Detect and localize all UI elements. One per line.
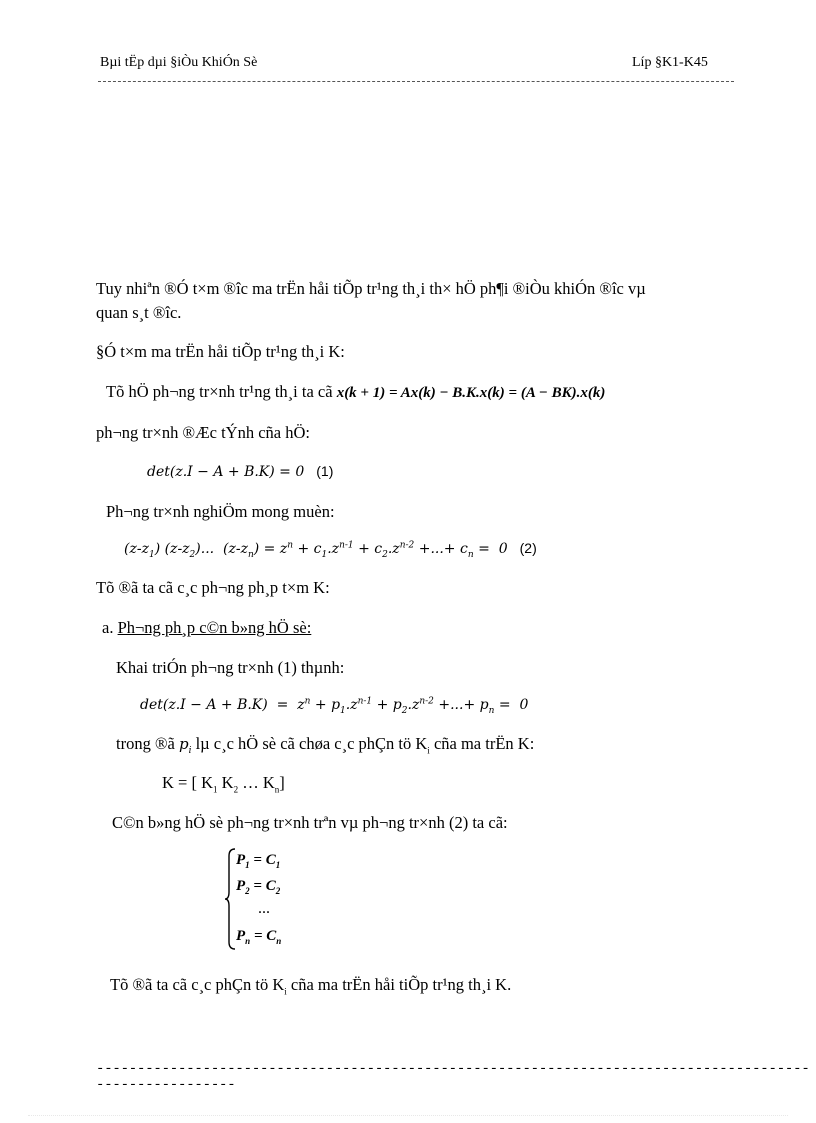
where-text: trong ®ã $p_i$ lµ c¸c hÖ sè cã chøa c¸c phÇn tö $K_i$ cña ma trËn K: [116,734,535,756]
equation-2-formula: $(z-z_1)$ $(z-z_2)$... $(z-z_n) = z^n + c_1.z^{n-1} + c_2.z^{n-2}$ +...+ $c_n = 0$ [124,540,508,560]
state-eq-formula: x(k + 1) = Ax(k) − B.K.x(k) = (A − BK).x(k) [336,385,606,401]
where-text-post: lµ c¸c hÖ sè cã chøa c¸c phÇn tö K [195,734,428,753]
header-right: Líp §K1-K45 [632,55,708,70]
expanded-equation-formula: $\det(z.I - A + B.K) = z^n + p_1.z^{n-1} + p_2.z^{n-2}$ +...+ $p_n = 0$ [140,696,529,716]
left-brace-icon [224,848,236,950]
methods-text: Tõ ®ã ta cã c¸c ph¬ng ph¸p t×m K: [96,578,330,597]
char-eq-text: ph¬ng tr×nh ®Æc tÝnh cña hÖ: [96,423,310,442]
header-divider [98,81,734,82]
conclusion-text-end: cña ma trËn håi tiÕp tr¹ng th¸i K. [290,975,512,994]
footer-divider: -------------------------------------------------------------------------------------------------------- [96,1061,810,1093]
equation-2 [124,540,537,560]
equation-2-label: (2) [519,540,537,556]
state-eq-text [106,382,605,402]
expand-text: Khai triÓn ph¬ng tr×nh (1) thµnh: [116,658,345,677]
method-a-title: Ph¬ng ph¸p c©n b»ng hÖ sè: [117,618,312,637]
para1-line2: quan s¸t ®îc. [96,303,182,322]
expanded-equation [140,696,528,716]
method-a-label: a. [102,618,114,637]
k-vector-open: K = [ K [162,773,214,792]
system-ellipsis: ... [258,900,270,917]
equation-1-label: (1) [316,463,334,479]
conclusion-text-main: Tõ ®ã ta cã c¸c phÇn tö K [110,975,285,994]
state-eq-label: Tõ hÖ ph¬ng tr×nh tr¹ng th¸i ta cã [106,382,333,401]
where-text-pre: trong ®ã [116,734,175,753]
k-vector: K = [ $K_1$ $K_2$ … $K_n$] [162,773,285,795]
equation-1-formula: det(z.I − A + B.K) = 0 [147,464,305,480]
page-bottom-edge [28,1115,788,1116]
method-a-heading [102,618,311,638]
desired-eq-text: Ph¬ng tr×nh nghiÖm mong muèn: [106,502,335,521]
header-left: Bµi tËp dµi §iÒu KhiÓn Sè [100,55,258,70]
heading-find-k: §Ó t×m ma trËn håi tiÕp tr¹ng th¸i K: [96,342,345,361]
system-eq-n: $P_n = C_n$ [236,928,282,946]
conclusion-text: Tõ ®ã ta cã c¸c phÇn tö $K_i$ cña ma trËn håi tiÕp tr¹ng th¸i K. [110,975,512,997]
where-text-end: cña ma trËn K: [433,734,535,753]
system-eq-1: $P_1 = C_1$ [236,852,281,870]
balance-text: C©n b»ng hÖ sè ph¬ng tr×nh trªn vµ ph¬ng tr×nh (2) ta cã: [112,813,508,832]
equation-1 [147,463,333,481]
para1-line1: Tuy nhiªn ®Ó t×m ®îc ma trËn håi tiÕp tr¹ng th¸i th× hÖ ph¶i ®iÒu khiÓn ®îc vµ [96,279,646,298]
p-i-symbol: $p_i$ [178,735,192,756]
system-eq-2: $P_2 = C_2$ [236,878,281,896]
